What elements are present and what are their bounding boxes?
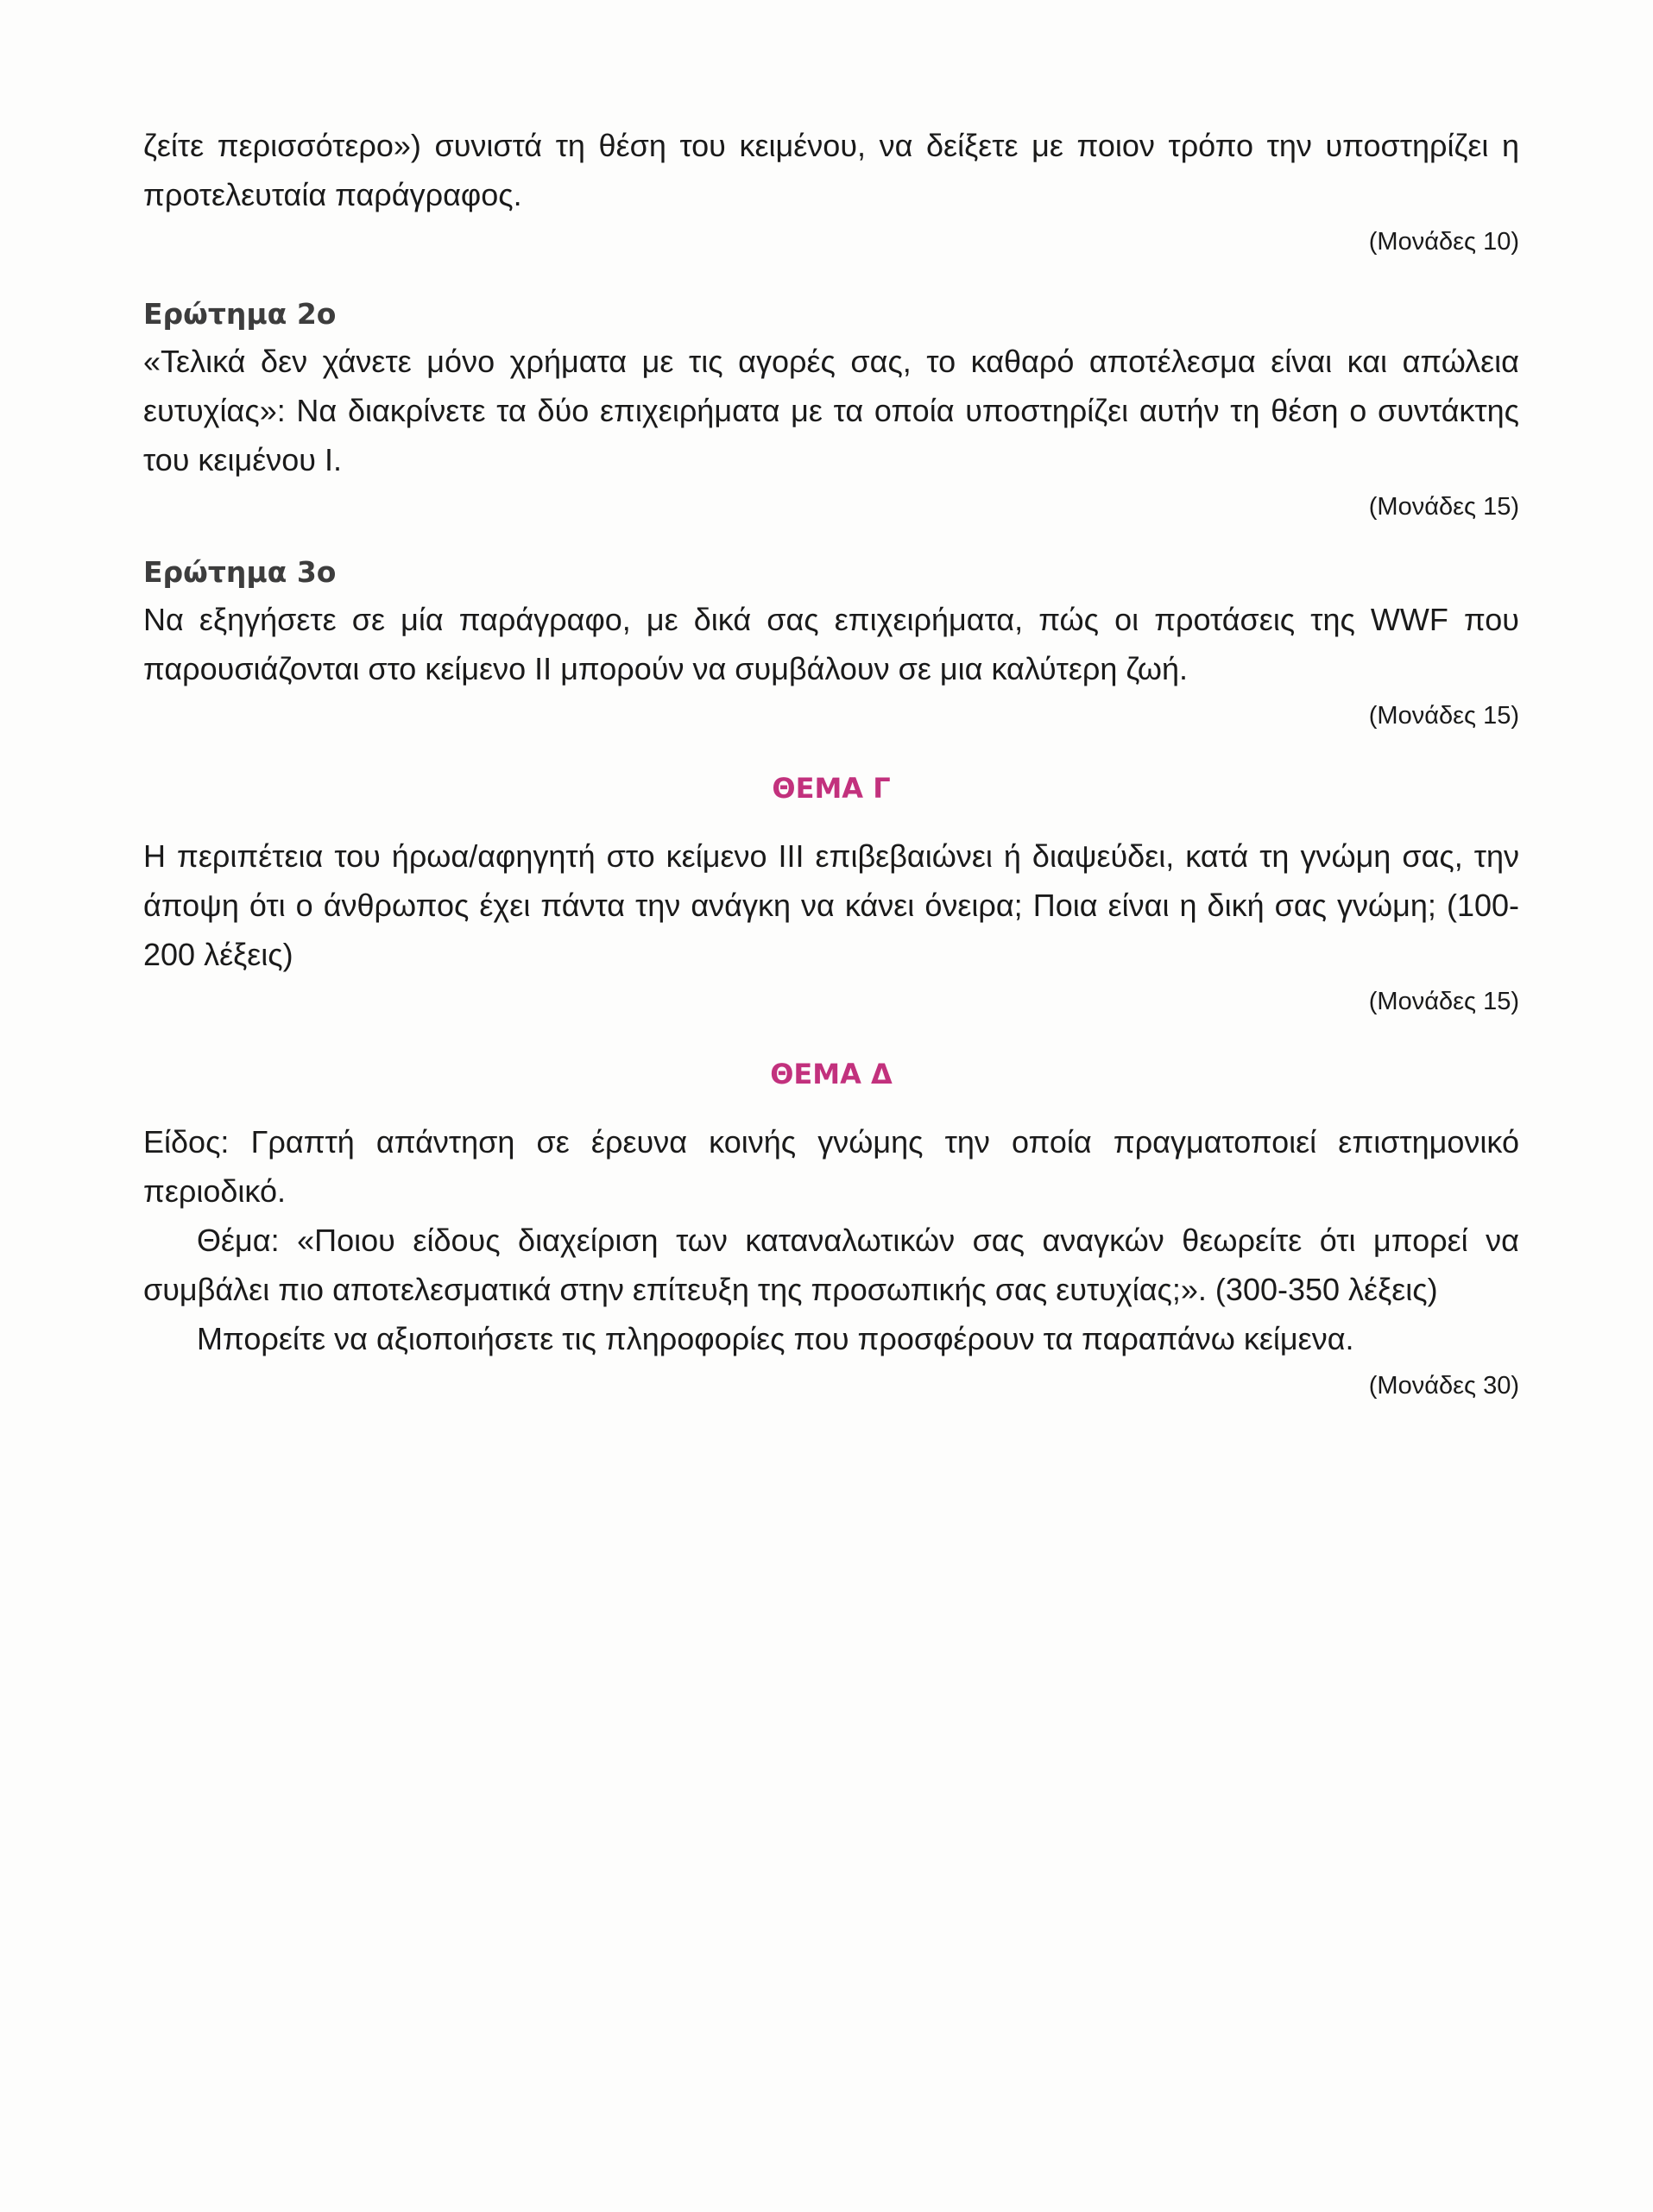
thema-c-heading: ΘΕΜΑ Γ [772, 772, 891, 805]
thema-d-genre: Είδος: Γραπτή απάντηση σε έρευνα κοινής γνώμης την οποία πραγματοποιεί επιστημονικό περιοδικό. [143, 1124, 1519, 1209]
marks-label: (Μονάδες 15) [1368, 702, 1519, 730]
question-2-heading: Ερώτημα 2ο [143, 297, 337, 331]
question-3-text: Να εξηγήσετε σε μία παράγραφο, με δικά σας επιχειρήματα, πώς οι προτάσεις της WWF που παρουσιάζονται στο κείμενο ΙΙ μπορούν να συμβάλουν σε μια καλύτερη ζωή. [143, 602, 1519, 686]
marks-label: (Μονάδες 15) [1368, 493, 1519, 521]
marks-label: (Μονάδες 30) [1368, 1372, 1519, 1400]
marks-label: (Μονάδες 10) [1368, 228, 1519, 256]
text-column [143, 121, 1519, 1403]
intro-paragraph: ζείτε περισσότερο») συνιστά τη θέση του κειμένου, να δείξετε με ποιον τρόπο την υποστηρίζει η προτελευταία παράγραφος. [143, 128, 1519, 212]
thema-c-text: Η περιπέτεια του ήρωα/αφηγητή στο κείμενο ΙΙΙ επιβεβαιώνει ή διαψεύδει, κατά τη γνώμη σας, την άποψη ότι ο άνθρωπος έχει πάντα την ανάγκη να κάνει όνειρα; Ποια είναι η δική σας γνώμη; (100-200 λέξεις) [143, 838, 1519, 972]
thema-d-note: Μπορείτε να αξιοποιήσετε τις πληροφορίες που προσφέρουν τα παραπάνω κείμενα. [197, 1321, 1354, 1356]
question-2-text: «Τελικά δεν χάνετε μόνο χρήματα με τις αγορές σας, το καθαρό αποτέλεσμα είναι και απώλεια ευτυχίας»: Να διακρίνετε τα δύο επιχειρήματα με τα οποία υποστηρίζει αυτήν τη θέση ο συντάκτης του κειμένου Ι. [143, 344, 1519, 477]
thema-d-heading: ΘΕΜΑ Δ [770, 1058, 893, 1090]
marks-label: (Μονάδες 15) [1368, 988, 1519, 1015]
question-3-heading: Ερώτημα 3ο [143, 555, 337, 589]
thema-d-topic: Θέμα: «Ποιου είδους διαχείριση των καταναλωτικών σας αναγκών θεωρείτε ότι μπορεί να συμβάλει πιο αποτελεσματικά στην επίτευξη της προσωπικής σας ευτυχίας;». (300-350 λέξεις) [143, 1223, 1519, 1307]
